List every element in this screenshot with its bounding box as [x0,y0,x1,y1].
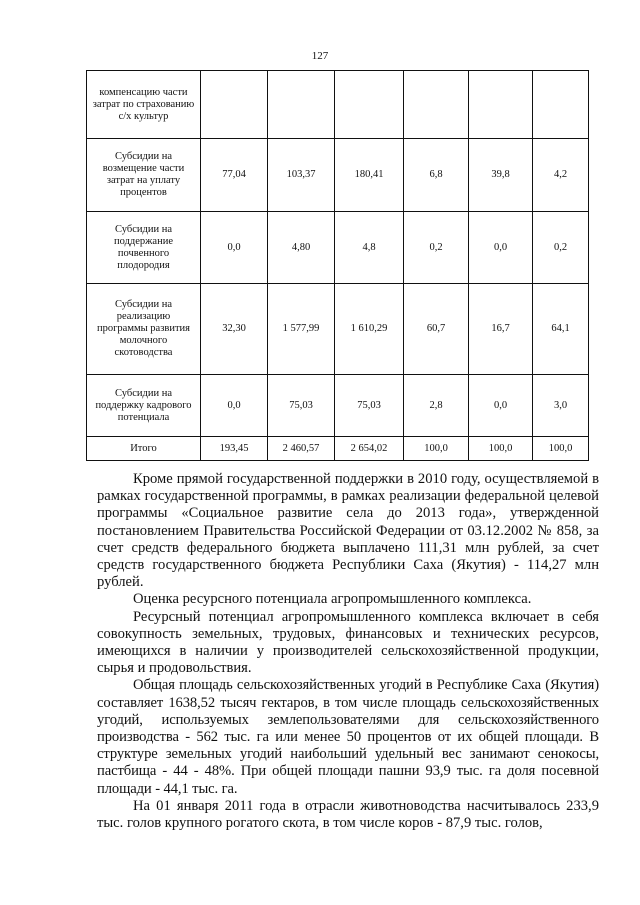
table-row [87,375,589,437]
cell-value: 2,8 [404,375,469,437]
cell-value: 103,37 [268,139,335,212]
body-text [97,471,599,832]
cell-value: 64,1 [533,284,589,375]
cell-value [469,71,533,139]
table-row [87,284,589,375]
row-label: Субсидии на реализацию программы развития молочного скотоводства [87,284,201,375]
cell-value: 180,41 [335,139,404,212]
paragraph: Общая площадь сельскохозяйственных угодий в Республике Саха (Якутия) составляет 1638,52 тысяч гектаров, в том числе площадь сельскохозяйственных угодий, используемых землепользователями для сельскохозяйственного производства - 562 тыс. га или менее 50 процентов от их общей площади. В структуре земельных угодий наибольший удельный вес занимают сенокосы, пастбища - 44 - 48%. При общей площади пашни 93,9 тыс. га доля посевной площади - 44,1 тыс. га. [97,677,599,797]
cell-value: 0,0 [469,212,533,284]
cell-value: 2 654,02 [335,437,404,461]
row-label: Субсидии на поддержку кадрового потенциала [87,375,201,437]
cell-value: 0,0 [469,375,533,437]
row-label: Субсидии на поддержание почвенного плодородия [87,212,201,284]
cell-value: 0,2 [404,212,469,284]
cell-value: 77,04 [201,139,268,212]
cell-value: 0,2 [533,212,589,284]
cell-value: 100,0 [404,437,469,461]
cell-value: 75,03 [335,375,404,437]
row-label: Итого [87,437,201,461]
cell-value: 2 460,57 [268,437,335,461]
cell-value: 0,0 [201,375,268,437]
table-row [87,71,589,139]
cell-value [404,71,469,139]
cell-value: 193,45 [201,437,268,461]
cell-value [201,71,268,139]
table-total-row [87,437,589,461]
page-number: 127 [311,50,329,62]
row-label: компенсацию части затрат по страхованию с/х культур [87,71,201,139]
cell-value: 100,0 [469,437,533,461]
table-row [87,212,589,284]
cell-value [268,71,335,139]
cell-value: 4,8 [335,212,404,284]
cell-value: 6,8 [404,139,469,212]
cell-value: 60,7 [404,284,469,375]
row-label: Субсидии на возмещение части затрат на уплату процентов [87,139,201,212]
paragraph: Оценка ресурсного потенциала агропромышленного комплекса. [133,591,532,608]
paragraph: На 01 января 2011 года в отрасли животноводства насчитывалось 233,9 тыс. голов крупного рогатого скота, в том числе коров - 87,9 тыс. голов, [97,797,599,832]
cell-value: 16,7 [469,284,533,375]
cell-value: 4,2 [533,139,589,212]
cell-value: 100,0 [533,437,589,461]
cell-value: 75,03 [268,375,335,437]
paragraph: Ресурсный потенциал агропромышленного комплекса включает в себя совокупность земельных, трудовых, финансовых и технических ресурсов, имеющихся в наличии у производителей сельскохозяйственной продукции, сырья и продовольствия. [97,608,599,677]
cell-value: 4,80 [268,212,335,284]
cell-value: 0,0 [201,212,268,284]
cell-value: 1 577,99 [268,284,335,375]
paragraph: Кроме прямой государственной поддержки в 2010 году, осуществляемой в рамках государственной программы, в рамках реализации федеральной целевой программы «Социальное развитие села до 2013 года», утвержденной постановлением Правительства Российской Федерации от 03.12.2002 № 858, за счет средств федерального бюджета выплачено 111,31 млн рублей, за счет средств государственного бюджета Республики Саха (Якутия) - 114,27 млн рублей. [97,471,599,591]
cell-value: 3,0 [533,375,589,437]
table-row [87,139,589,212]
cell-value: 1 610,29 [335,284,404,375]
cell-value [533,71,589,139]
cell-value [335,71,404,139]
subsidies-table [86,70,589,461]
cell-value: 39,8 [469,139,533,212]
cell-value: 32,30 [201,284,268,375]
